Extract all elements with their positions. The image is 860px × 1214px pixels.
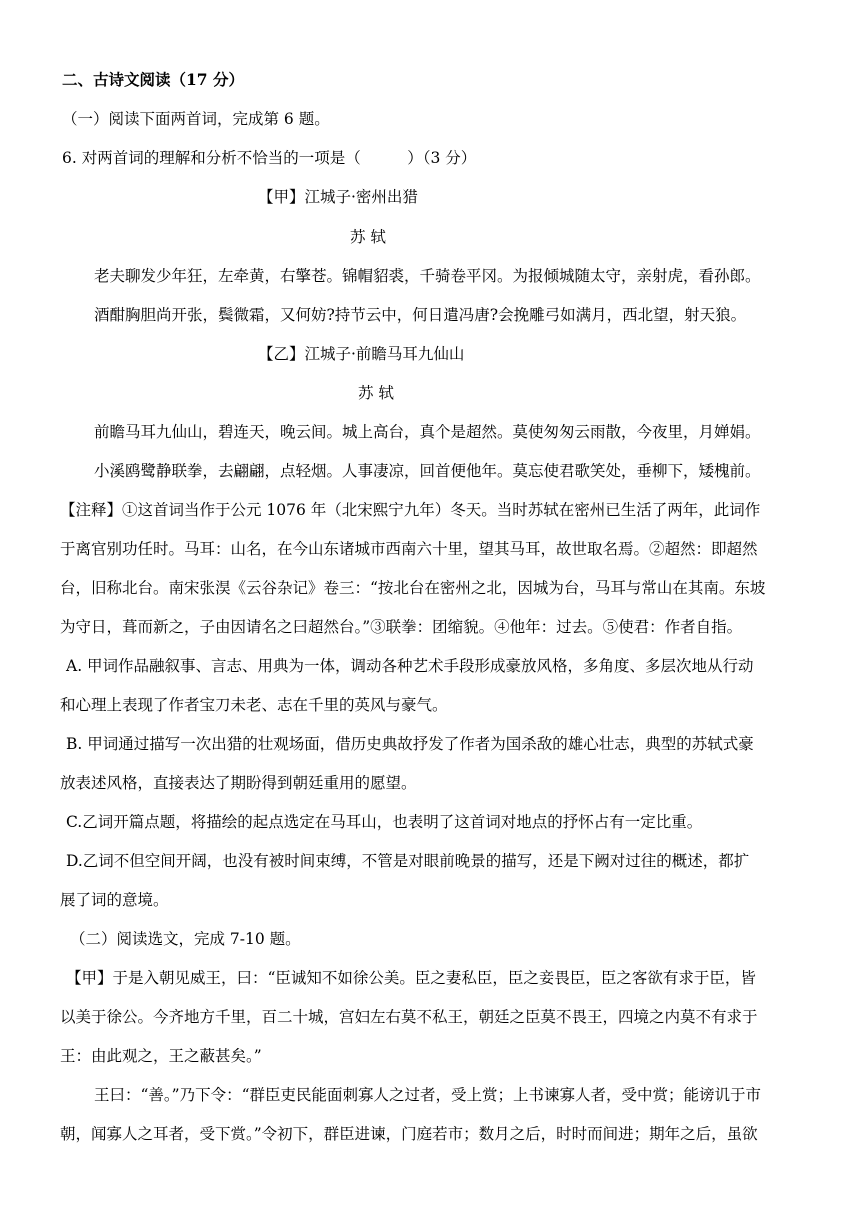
notes-line: 为守日，葺而新之，子由因请名之曰超然台。”③联拳：团缩貌。④他年：过去。⑤使君：作者自指。 (60, 618, 743, 636)
option-d: D.乙词不但空间开阔，也没有被时间束缚，不管是对眼前晚景的描写，还是下阙对过往的概述，都扩 (66, 852, 750, 870)
passage-line: 朝，闻寡人之耳者，受下赏。”令初下，群臣进谏，门庭若市；数月之后，时时而间进；期年之后，虽欲 (60, 1125, 758, 1143)
poem-a-title: 【甲】江城子·密州出猎 (258, 188, 418, 206)
notes-line: 台，旧称北台。南宋张淏《云谷杂记》卷三：“按北台在密州之北，因城为台，马耳与常山在其南。东坡 (60, 579, 766, 597)
part2-instruction: （二）阅读选文，完成 7-10 题。 (70, 930, 301, 948)
option-d-cont: 展了词的意境。 (60, 891, 169, 909)
passage-line: 【甲】于是入朝见威王，曰：“臣诚知不如徐公美。臣之妻私臣，臣之妾畏臣，臣之客欲有求于臣，皆 (66, 969, 756, 987)
notes-line: 【注释】①这首词当作于公元 1076 年（北宋熙宁九年）冬天。当时苏轼在密州已生活了两年，此词作 (60, 501, 761, 519)
section-heading: 二、古诗文阅读（17 分） (62, 70, 244, 89)
poem-b-title: 【乙】江城子·前瞻马耳九仙山 (258, 345, 465, 363)
option-b: B. 甲词通过描写一次出猎的壮观场面，借历史典故抒发了作者为国杀敌的雄心壮志，典型的苏轼式豪 (66, 735, 754, 753)
poem-b-line: 前瞻马耳九仙山，碧连天，晚云间。城上高台，真个是超然。莫使匆匆云雨散，今夜里，月婵娟。 (94, 423, 761, 441)
poem-a-line: 老夫聊发少年狂，左牵黄，右擎苍。锦帽貂裘，千骑卷平冈。为报倾城随太守，亲射虎，看孙郎。 (94, 267, 761, 285)
option-a-cont: 和心理上表现了作者宝刀未老、志在千里的英风与豪气。 (60, 696, 448, 714)
poem-b-author: 苏 轼 (358, 384, 394, 402)
option-c: C.乙词开篇点题，将描绘的起点选定在马耳山，也表明了这首词对地点的抒怀占有一定比重。 (66, 813, 703, 831)
poem-a-line: 酒酣胸胆尚开张，鬓微霜，又何妨?持节云中，何日遣冯唐?会挽雕弓如满月，西北望，射天狼。 (94, 306, 747, 324)
poem-b-line: 小溪鸥鹭静联拳，去翩翩，点轻烟。人事凄凉，回首便他年。莫忘使君歌笑处，垂柳下，矮槐前。 (94, 462, 761, 480)
passage-line: 王：由此观之，王之蔽甚矣。” (60, 1047, 262, 1065)
option-a: A. 甲词作品融叙事、言志、用典为一体，调动各种艺术手段形成豪放风格，多角度、多层次地从行动 (66, 657, 754, 675)
question-6: 6. 对两首词的理解和分析不恰当的一项是（ ）（3 分） (62, 149, 477, 167)
passage-line: 以美于徐公。今齐地方千里，百二十城，宫妇左右莫不私王，朝廷之臣莫不畏王，四境之内莫不有求于 (60, 1008, 758, 1026)
notes-line: 于离官别功任时。马耳：山名，在今山东诸城市西南六十里，望其马耳，故世取名焉。②超然：即超然 (60, 540, 758, 558)
passage-line: 王曰：“善。”乃下令：“群臣吏民能面刺寡人之过者，受上赏；上书谏寡人者，受中赏；能谤讥于市 (94, 1086, 762, 1104)
option-b-cont: 放表述风格，直接表达了期盼得到朝廷重用的愿望。 (60, 774, 417, 792)
part1-instruction: （一）阅读下面两首词，完成第 6 题。 (62, 110, 330, 128)
poem-a-author: 苏 轼 (350, 228, 386, 246)
